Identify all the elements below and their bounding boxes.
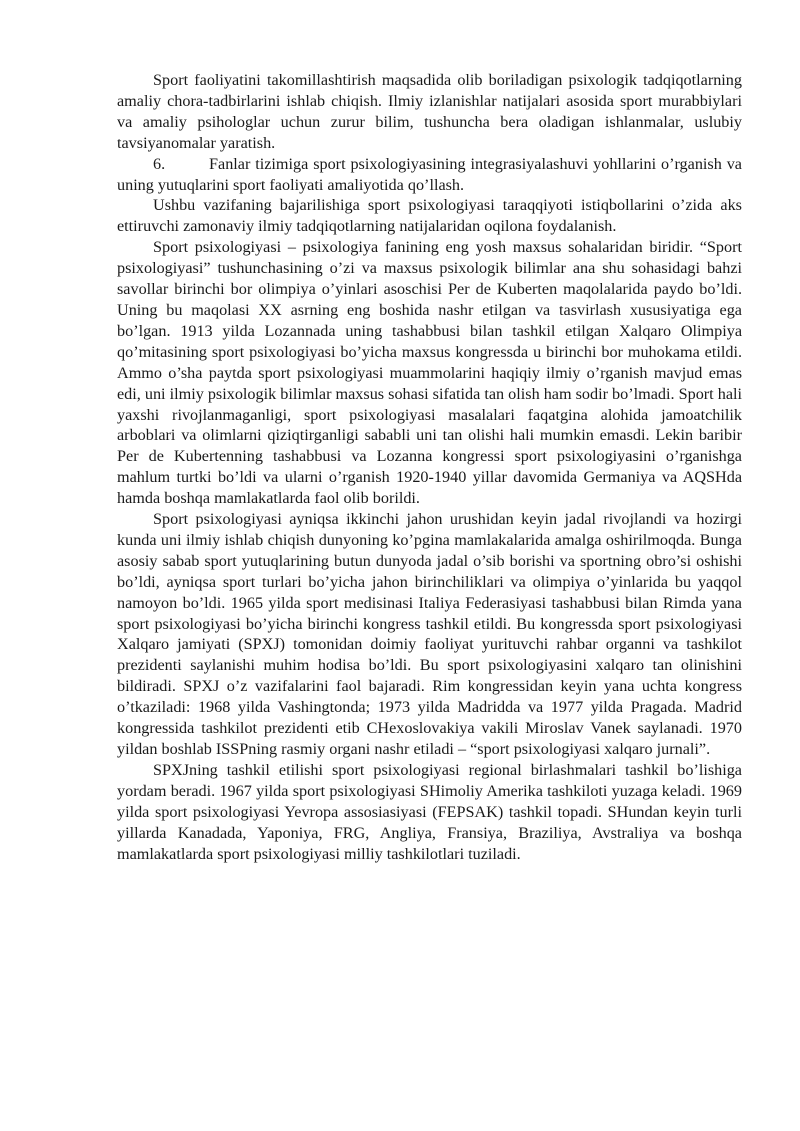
paragraph-sport-psychology-origins: Sport psixologiyasi – psixologiya fanining eng yosh maxsus sohalaridan biridir. “Sport psixologiyasi” tushunchasining o’zi va maxsus psixologik bilimlar ana shu sohasidagi bahzi savollar birinchi bor olimpiya o’yinlari asoschisi Per de Kuberten maqolalarida paydo bo’ldi. Uning bu maqolasi XX asrning eng boshida nashr etilgan va tasvirlash xususiyatiga ega bo’lgan. 1913 yilda Lozannada uning tashabbusi bilan tashkil etilgan Xalqaro Olimpiya qo’mitasining sport psixologiyasi bo’yicha maxsus kongressda u birinchi bor muhokama etildi. Ammo o’sha paytda sport psixologiyasi muammolarini haqiqiy ilmiy o’rganish mavjud emas edi, uni ilmiy psixologik bilimlar maxsus sohasi sifatida tan olish ham sodir bo’lmadi. Sport hali yaxshi rivojlanmaganligi, sport psixologiyasi masalalari faqatgina alohida jamoatchilik arboblari va olimlarni qiziqtirganligi sababli uni tan olishi hali mumkin emasdi. Lekin baribir Per de Kubertenning tashabbusi va Lozanna kongressi sport psixologiyasini o’rganishga mahlum turtki bo’ldi va ularni o’rganish 1920-1940 yillar davomida Germaniya va AQSHda hamda boshqa mamlakatlarda faol olib borildi. <box>117 238 742 508</box>
numbered-item-6 <box>117 154 742 196</box>
paragraph-task-fulfillment: Ushbu vazifaning bajarilishiga sport psixologiyasi taraqqiyoti istiqbollarini o’zida aks ettiruvchi zamonaviy ilmiy tadqiqotlarning natijalaridan oqilona foydalanish. <box>117 196 742 236</box>
item-text: Fanlar tizimiga sport psixologiyasining integrasiyalashuvi yohllarini o’rganish va uning yutuqlarini sport faoliyati amaliyotida qo’llash. <box>117 154 742 194</box>
document-page <box>117 70 742 864</box>
paragraph-regional-organizations: SPXJning tashkil etilishi sport psixologiyasi regional birlashmalari tashkil bo’lishiga yordam beradi. 1967 yilda sport psixologiyasi SHimoliy Amerika tashkiloti yuzaga keladi. 1969 yilda sport psixologiyasi Yevropa assosiasiyasi (FEPSAK) tashkil topadi. SHundan keyin turli yillarda Kanadada, Yaponiya, FRG, Angliya, Fransiya, Braziliya, Avstraliya va boshqa mamlakatlarda sport psixologiyasi milliy tashkilotlari tuziladi. <box>117 760 742 863</box>
paragraph-research-measures: Sport faoliyatini takomillashtirish maqsadida olib boriladigan psixologik tadqiqotlarning amaliy chora-tadbirlarini ishlab chiqish. Ilmiy izlanishlar natijalari asosida sport murabbiylari va amaliy psihologlar uchun zurur bilim, tushuncha bera oladigan ishlanmalar, uslubiy tavsiyanomalar yaratish. <box>117 71 742 152</box>
paragraph-postwar-development: Sport psixologiyasi ayniqsa ikkinchi jahon urushidan keyin jadal rivojlandi va hozirgi kunda uni ilmiy ishlab chiqish dunyoning ko’pgina mamlakalarida amalga oshirilmoqda. Bunga asosiy sabab sport yutuqlarining butun dunyoda jadal o’sib borishi va sportning obro’si oshishi bo’ldi, ayniqsa sport turlari bo’yicha jahon birinchiliklari va olimpiya o’yinlarida bu yaqqol namoyon bo’ldi. 1965 yilda sport medisinasi Italiya Federasiyasi tashabbusi bilan Rimda yana sport psixologiyasi bo’yicha birinchi kongress tashkil etildi. Bu kongressda sport psixologiyasi Xalqaro jamiyati (SPXJ) tomonidan doimiy faoliyat yurituvchi rahbar organni va tashkilot prezidenti saylanishi muhim hodisa bo’ldi. Bu sport psixologiyasini xalqaro tan olinishini bildiradi. SPXJ o’z vazifalarini faol bajaradi. Rim kongressidan keyin yana uchta kongress o’tkaziladi: 1968 yilda Vashingtonda; 1973 yilda Madridda va 1977 yilda Pragada. Madrid kongressida tashkilot prezidenti etib CHexoslovakiya vakili Miroslav Vanek saylanadi. 1970 yildan boshlab ISSPning rasmiy organi nashr etiladi – “sport psixologiyasi xalqaro jurnali”. <box>117 510 742 758</box>
item-number: 6. <box>153 154 166 173</box>
